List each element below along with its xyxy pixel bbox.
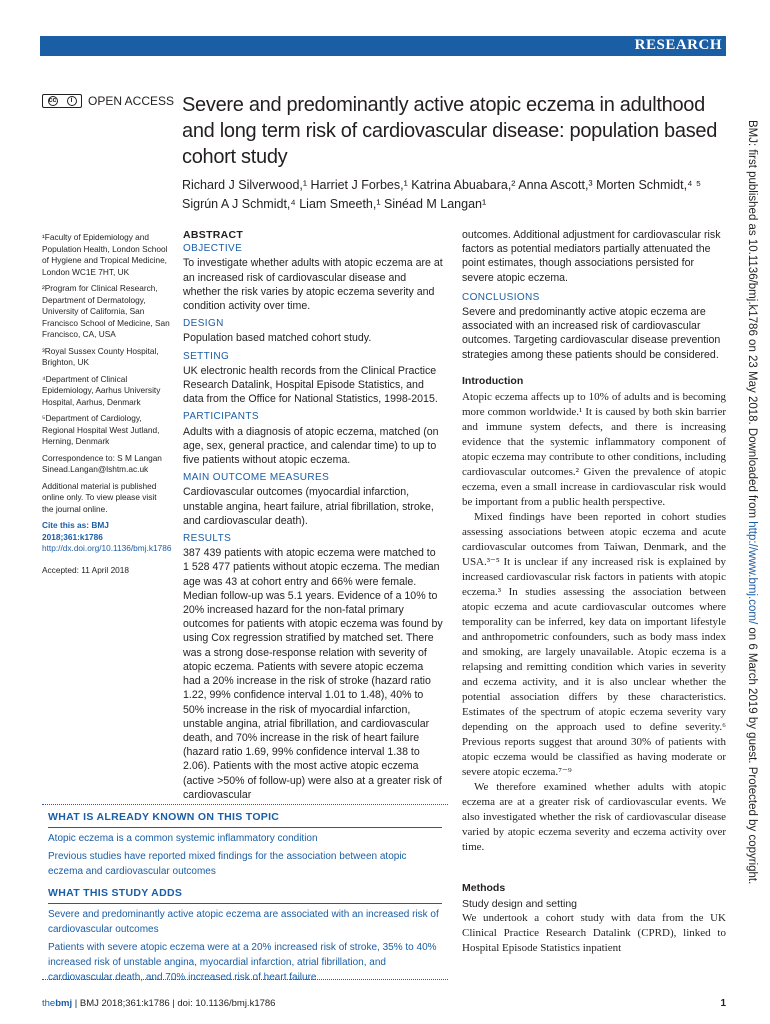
cite-label: Cite this as: BMJ 2018;361:k1786 xyxy=(42,520,109,542)
adds-item: Patients with severe atopic eczema were at a 20% increased risk of stroke, 35% to 40% increased risk of unstable angina, myocardial infarction, atrial fibrillation, and cardiovascular death, and 70% increased risk of heart failure xyxy=(48,942,437,983)
footer-brand: bmj xyxy=(55,998,73,1009)
design-heading: DESIGN xyxy=(183,318,224,330)
research-banner xyxy=(40,36,726,56)
methods-heading: Methods xyxy=(462,882,506,895)
summary-box xyxy=(42,804,448,983)
open-access-label: OPEN ACCESS xyxy=(88,94,175,108)
divider xyxy=(48,903,442,904)
cite-as xyxy=(42,520,170,555)
outcome-heading: MAIN OUTCOME MEASURES xyxy=(183,472,330,484)
affiliation: ⁵Department of Cardiology, Regional Hospital West Jutland, Herning, Denmark xyxy=(42,413,160,446)
introduction-heading: Introduction xyxy=(462,374,524,387)
intro-paragraph: We therefore examined whether adults with atopic eczema are at a greater risk of cardiovascular events. We also investigated whether the risk of cardiovascular disease varied by atopic eczema severity and eczema activity over time. xyxy=(462,781,726,854)
conclusions-heading: CONCLUSIONS xyxy=(462,291,540,303)
section-label: RESEARCH xyxy=(634,37,722,53)
page-number: 1 xyxy=(720,998,726,1009)
affiliation: ¹Faculty of Epidemiology and Population Health, London School of Hygiene and Tropical Medicine, London WC1E 7HT, UK xyxy=(42,232,168,277)
article-title: Severe and predominantly active atopic eczema in adulthood and long term risk of cardiovascular disease: population based cohort study xyxy=(182,94,718,168)
divider xyxy=(48,827,442,828)
abstract xyxy=(183,228,443,803)
abstract-heading: ABSTRACT xyxy=(183,229,244,241)
footer-brand-prefix: the xyxy=(42,998,56,1009)
affiliation: ³Royal Sussex County Hospital, Brighton, UK xyxy=(42,345,159,367)
adds-item: Severe and predominantly active atopic eczema are associated with an increased risk of cardiovascular outcomes xyxy=(48,909,439,935)
methods-paragraph: We undertook a cohort study with data from the UK Clinical Practice Research Datalink (CPRD), linked to Hospital Episode Statistics inpatient xyxy=(462,912,726,955)
download-notice-suffix: on 6 March 2019 by guest. Protected by copyright. xyxy=(746,624,758,885)
page-footer xyxy=(42,998,726,1009)
affiliation: ²Program for Clinical Research, Department of Dermatology, University of California, San Francisco School of Medicine, San Francisco, CA, USA xyxy=(42,283,170,339)
cc-license-icon: cc i xyxy=(42,94,82,108)
bmj-link[interactable]: http://www.bmj.com/ xyxy=(746,521,758,625)
authors-line-2: Sigrún A J Schmidt,⁴ Liam Smeeth,¹ Sinéad M Langan¹ xyxy=(182,197,487,211)
correspondence: Correspondence to: S M Langan Sinead.Langan@lshtm.ac.uk xyxy=(42,452,162,474)
known-item: Atopic eczema is a common systemic inflammatory condition xyxy=(48,833,318,844)
additional-material-note: Additional material is published online only. To view please visit the journal online. xyxy=(42,480,157,514)
setting-heading: SETTING xyxy=(183,350,230,362)
conclusions-text: Severe and predominantly active atopic eczema are associated with an increased risk of cardiovascular outcomes. Targeting cardiovascular disease prevention strategies among these patients should be considered. xyxy=(462,306,721,361)
footer-citation: | BMJ 2018;361:k1786 | doi: 10.1136/bmj.k1786 xyxy=(72,998,276,1009)
affiliation: ⁴Department of Clinical Epidemiology, Aarhus University Hospital, Aarhus, Denmark xyxy=(42,373,161,407)
author-list xyxy=(182,176,722,214)
intro-paragraph: Mixed findings have been reported in cohort studies assessing associations between atopic eczema and acute cardiovascular outcomes from Taiwan, Denmark, and the USA.³⁻⁵ It is unclear if any increased risk is explained by increased cardiovascular risk factors in patients with atopic eczema.³ In studies assessing the association between atopic eczema and acute cardiovascular outcomes where temporality can be inferred, key data on important lifestyle and anthropometric confounders, such as body mass index and smoking, are largely unavailable. Atopic eczema is a relapsing and remitting condition which varies in severity and eczema activity, and it is also unclear whether the potential association differs by these characteristics. Estimates of the spectrum of atopic eczema severity vary depending on the approach used to define severity.⁶ Previous reports suggest that around 30% of patients with atopic eczema would be classified as having moderate or severe atopic eczema.⁷⁻⁹ xyxy=(462,511,726,779)
doi-link[interactable]: http://dx.doi.org/10.1136/bmj.k1786 xyxy=(42,543,172,553)
participants-heading: PARTICIPANTS xyxy=(183,411,259,423)
setting-text: UK electronic health records from the Clinical Practice Research Datalink, Hospital Episode Statistics, and data from the Office for National Statistics, 1998-2015. xyxy=(183,364,438,406)
download-notice-prefix: BMJ: first published as 10.1136/bmj.k1786 on 23 May 2018. Downloaded from xyxy=(746,120,758,522)
design-text: Population based matched cohort study. xyxy=(183,332,372,345)
methods-body xyxy=(462,911,726,956)
affiliations xyxy=(42,232,170,581)
objective-heading: OBJECTIVE xyxy=(183,243,243,255)
known-heading: WHAT IS ALREADY KNOWN ON THIS TOPIC xyxy=(48,811,280,823)
authors-line-1: Richard J Silverwood,¹ Harriet J Forbes,¹ Katrina Abuabara,² Anna Ascott,³ Morten Schmidt,⁴ ⁵ xyxy=(182,178,702,192)
results-text: 387 439 patients with atopic eczema were matched to 1 528 477 patients without atopic eczema. The median age was 43 at cohort entry and 66% were female. Median follow-up was 5.1 years. Evidence of a 10% to 20% increased hazard for the non-fatal primary outcomes for patients with atopic eczema was found by using Cox regression stratified by matched set. There was a strong dose-response relation with severity of atopic eczema. Patients with severe atopic eczema had a 20% increase in the risk of stroke (hazard ratio 1.22, 99% confidence interval 1.01 to 1.48), 40% to 50% increase in the risk of myocardial infarction, unstable angina, atrial fibrillation, and cardiovascular death, and 70% increase in the risk of heart failure (hazard ratio 1.69, 99% confidence interval 1.38 to 2.06). Patients with the most active atopic eczema (active >50% of follow-up) were also at a greater risk of cardiovascular xyxy=(183,547,443,801)
introduction-body xyxy=(462,390,726,855)
download-notice xyxy=(746,120,758,884)
outcome-text: Cardiovascular outcomes (myocardial infarction, unstable angina, heart failure, atrial fibrillation, stroke, and cardiovascular death). xyxy=(183,486,434,527)
intro-paragraph: Atopic eczema affects up to 10% of adults and is becoming more common worldwide.¹ It is caused by both skin barrier and immune system defects, and there is increasing evidence that the systemic inflammatory component of atopic eczema may contribute to other conditions, including cardiovascular outcomes.² Given the prevalence of atopic eczema, even a small increase in cardiovascular risk would be important from a public health perspective. xyxy=(462,391,726,509)
known-item: Previous studies have reported mixed findings for the association between atopic eczema and cardiovascular outcomes xyxy=(48,851,407,877)
objective-text: To investigate whether adults with atopic eczema are at an increased risk of cardiovascular disease and whether the risk varies by atopic eczema severity and condition activity over time. xyxy=(183,257,443,313)
open-access-badge xyxy=(42,94,174,108)
results-heading: RESULTS xyxy=(183,533,232,545)
accepted-date: Accepted: 11 April 2018 xyxy=(42,564,130,575)
right-column xyxy=(462,228,726,956)
results-text-continued: outcomes. Additional adjustment for cardiovascular risk factors as potential mediators partially attenuated the point estimates, though associations persisted for severe atopic eczema. xyxy=(462,229,721,284)
adds-heading: WHAT THIS STUDY ADDS xyxy=(48,887,183,899)
participants-text: Adults with a diagnosis of atopic eczema, matched (on age, sex, general practice, and calendar time) to up to five patients without atopic eczema. xyxy=(183,425,439,467)
study-design-subheading: Study design and setting xyxy=(462,898,577,911)
